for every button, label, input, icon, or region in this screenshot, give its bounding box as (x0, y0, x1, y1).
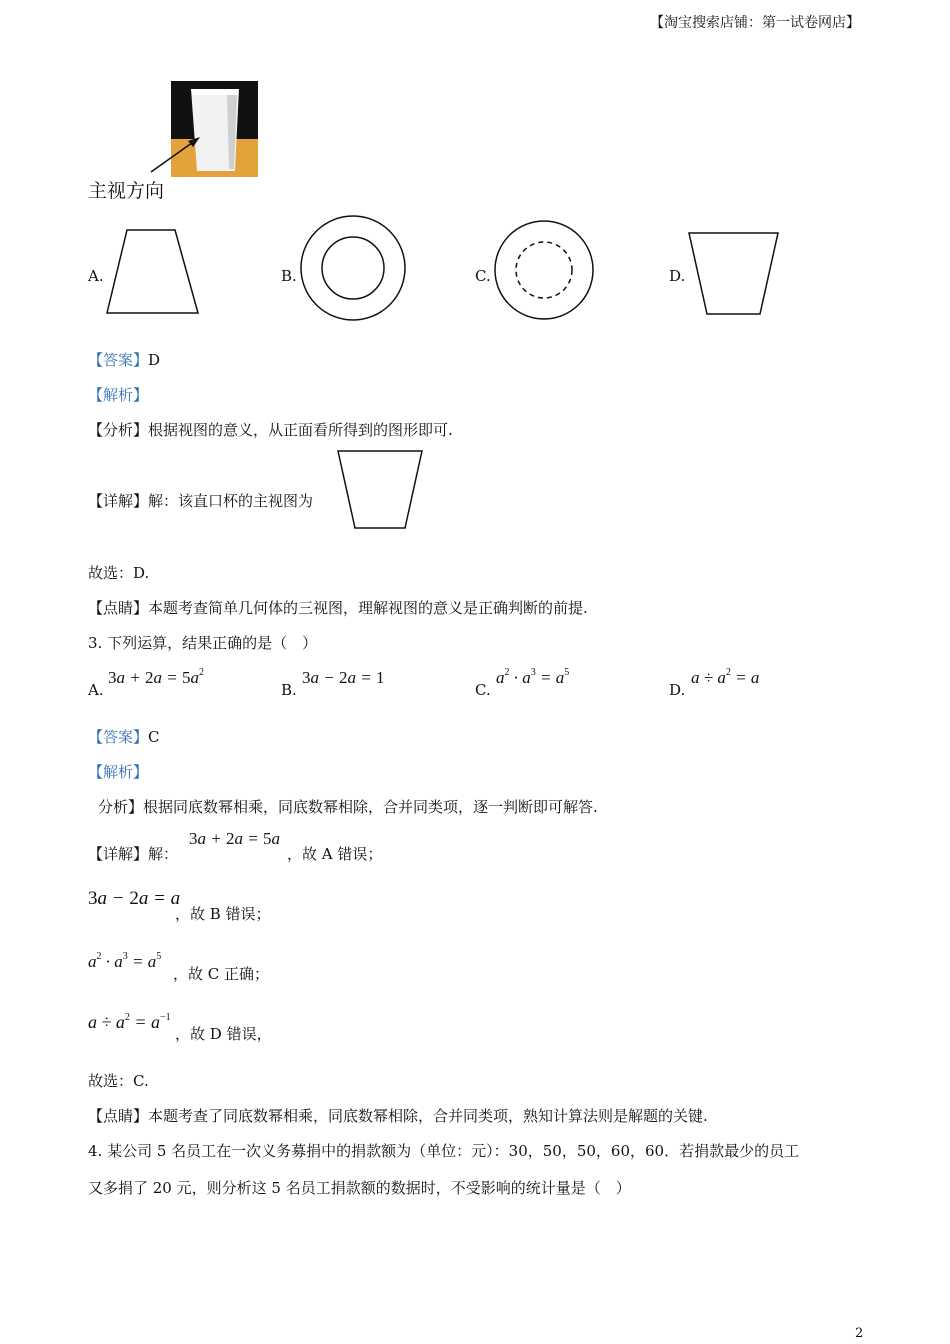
q3-choose: 故选：C. (88, 1072, 149, 1090)
q3-stem: 3. 下列运算，结果正确的是（ ） (88, 634, 318, 652)
q3-analysis-tag: 【解析】 (88, 763, 149, 781)
option-a-trapezoid (105, 227, 205, 317)
q2-option-a-label: A. (88, 267, 104, 285)
q3-detail-d-text: ，故 D 错误， (175, 1025, 272, 1043)
q3-option-a-expr: $3a + 2a = 5a^2$ (108, 667, 204, 687)
q3-fenxi: 分析】根据同底数幂相乘，同底数幂相除，合并同类项，逐一判断即可解答. (98, 798, 598, 816)
q3-detail-a-text: ，故 A 错误； (287, 845, 383, 863)
q2-option-d-label: D. (669, 267, 686, 285)
q2-answer: 【答案】D (88, 351, 161, 369)
q3-option-c-label: C. (475, 681, 491, 699)
direction-label: 主视方向 (88, 180, 165, 202)
option-d-inverted-trapezoid (687, 230, 782, 318)
q4-line1: 4. 某公司 5 名员工在一次义务募捐中的捐款额为（单位：元）：30，50，50，60，60．若捐款最少的员工 (88, 1142, 800, 1160)
q3-detail-b-expr: 3a − 2a = a (88, 888, 181, 909)
q3-answer: 【答案】C (88, 728, 160, 746)
q3-option-b-label: B. (281, 681, 297, 699)
q3-option-d-label: D. (669, 681, 686, 699)
q3-detail-prefix: 【详解】解： (88, 845, 179, 863)
q3-detail-c-text: ，故 C 正确； (173, 965, 270, 983)
q2-option-c-label: C. (475, 267, 491, 285)
q4-line2: 又多捐了 20 元，则分析这 5 名员工捐款额的数据时，不受影响的统计量是（ ） (88, 1179, 631, 1197)
q2-detail: 【详解】解：该直口杯的主视图为 (88, 492, 314, 510)
q2-fenxi: 【分析】根据视图的意义，从正面看所得到的图形即可. (88, 421, 453, 439)
option-c-rings (493, 219, 599, 325)
q3-option-c-expr: $a^2 \cdot a^3 = a^5$ (496, 667, 570, 687)
detail-front-view (336, 448, 426, 532)
q3-detail-b-text: ，故 B 错误； (175, 905, 271, 923)
q2-option-b-label: B. (281, 267, 297, 285)
q3-option-b-expr: 3a − 2a = 1 (302, 668, 385, 687)
option-b-rings (300, 212, 406, 324)
q3-option-a-label: A. (88, 681, 104, 699)
q2-choose: 故选：D. (88, 564, 150, 582)
q3-detail-a-expr: 3a + 2a = 5a (189, 829, 280, 848)
page-number: 2 (855, 1326, 864, 1341)
direction-arrow (148, 132, 208, 177)
page-header: 【淘宝搜索店铺：第一试卷网店】 (650, 15, 860, 31)
q3-option-d-expr: $a \div a^2 = a$ (691, 667, 760, 687)
q3-detail-d-expr: $a \div a^2 = a^{-1}$ (88, 1012, 171, 1032)
q2-comment: 【点睛】本题考查简单几何体的三视图，理解视图的意义是正确判断的前提. (88, 599, 588, 617)
q3-comment: 【点睛】本题考查了同底数幂相乘，同底数幂相除，合并同类项，熟知计算法则是解题的关键. (88, 1107, 708, 1125)
q3-detail-c-expr: $a^2 \cdot a^3 = a^5$ (88, 951, 162, 971)
q2-analysis-tag: 【解析】 (88, 386, 149, 404)
